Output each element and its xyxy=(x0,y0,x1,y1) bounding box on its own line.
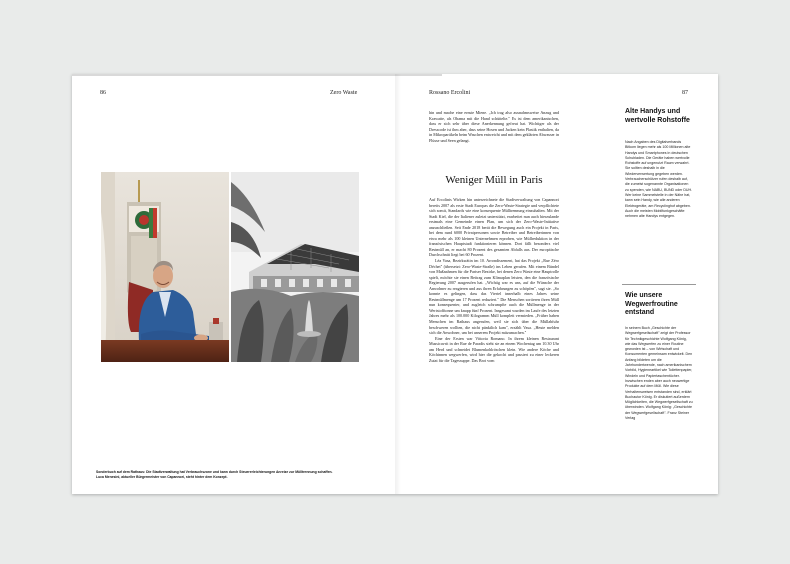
article-intro-text xyxy=(429,110,559,143)
left-running-title: Zero Waste xyxy=(330,90,358,96)
page-edge-line xyxy=(72,74,442,76)
sidebar-heading-wegwerf: Wie unsere Wegwerfroutine entstand xyxy=(625,292,678,316)
body-paragraph-1: Auf Ercolinis Wirken hin unterzeichnete die Stadtverwaltung von Capannori bereits 2007 als erste Stadt Europas die Zero-Waste-Strategie und verpflichtete sich somit, Standards wie eine konsequente Mülltrennung einzuhalten. Mit der Stadt Kiel, die der Italiener zuletzt unterstützt, erarbeitet nun auch hierzulande erstmals eine Gemeinde einen Plan, um sich der Zero-Waste-Initiative anzuschließen. Seit Ende 2018 berät die Bewegung auch ein Projekt in Paris, bei dem rund 6000 Privatpersonen sowie Betreiber und Betreiberinnen von etwa mehr als 100 kleinen Unternehmen erproben, wie Müllreduktion in der französischen Hauptstadt funktionieren können. Dort fällt besonders viel Restmüll an, er macht 80 Prozent des gesamten Abfalls aus. Der europäische Durchschnitt liegt bei 60 Prozent. xyxy=(429,197,559,258)
left-page-number: 86 xyxy=(100,90,106,96)
section-title: Weniger Müll in Paris xyxy=(445,174,543,186)
sidebar-divider xyxy=(622,284,696,285)
photo-solar-building xyxy=(231,172,359,362)
sidebar-text-wegwerf: In seinem Buch „Geschichte der Wegwerfgesellschaft" zeigt der Professor für Technikgeschichte Wolfgang König, wie das Wegwerfen zu einer Routine geworden ist – von Wirtschaft und Konsumenten gemeinsam entwickelt. Den Anfang bildeten um die Jahrhundertwende, nach amerikanischem Vorbild, Hygieneartikel wie Toilettenpapier, Windeln und Papiertaschentücher. Inzwischen enden aber auch neuwertige Produkte auf dem Müll. Wie diese Verhaltensweisen entstanden sind, erklärt Buchautor König. Er diskutiert außerdem Möglichkeiten, die Wegwerfgesellschaft zu überwinden. Wolfgang König: „Geschichte der Wegwerfgesellschaft". Franz Steiner Verlag xyxy=(625,326,693,421)
body-paragraph-3: Eine der Ersten war Vittoria Romano. In ihrem kleinen Restaurant Mussicavrit in der Rue de Paradis steht sie an einem Wochentag um 10.30 Uhr am Herd und schneidet Blumenkohlröschen klein. Wie andere Köche und Köchinnen wegwerfen, wird hier die gekocht und passiert zu einer leckeren Zutat für die Tagessuppe. Das Brot vom xyxy=(429,335,559,363)
right-page-number: 87 xyxy=(682,90,688,96)
body-paragraph-2: Léa Vasa, Bezirksrätin im 10. Arrondissement, hat das Projekt „Rue Zéro Déchet" (übersetzt: Zero-Waste-Straße) ins Leben gerufen. Mit einem Bündel von Maßnahmen für die Pariser Bezirke, bei denen Zero Waste eine Hauptrolle spielt, möchte sie einen Beitrag zum Klimaplan leisten, den die französische Regierung 2007 ausgerufen hat. „Wichtig war es uns, auf die Wünsche der Anwohner zu reagieren und aus ihren Erfahrungen zu schöpfen", sagt sie. „So konnte es gelingen, dass das Viertel innerhalb eines Jahres seine Restmüllmenge um 17 Prozent reduziert." Die Menschen sortieren ihren Müll nun konsequenter, und zugleich schrumpfte auch die Müllmenge in der Wertstofftonne um knapp fünf Prozent. Insgesamt wurden im Laufe des letzten Jahres mehr als 100.000 Kilogramm Müll komplett vermieden. „Früher haben Menschen im Rathaus angerufen, weil sie sich über die Müllabfuhr beschweren wollten, die nicht pünktlich kam", erzählt Vasa. „Heute melden sich die Anwohner, um bei unserem Projekt mitzumachen." xyxy=(429,258,559,336)
book-spread xyxy=(72,74,718,494)
intro-paragraph: hin und mache eine ernste Miene. „Ich trag also ausnahmsweise Anzug und Krawatte, als Obama mit die Hand schüttelte." Es ist dem amerikanischen, dass er sich sehr über diese Anerkennung gefreut hat. Wichtiger als der Dresscode ist ihm aber, dass seine Hosen und Jacken kein Plastik enthalten, da in Mikropartikeln beim Waschen entweicht und mit dem geklärten Abwasser in Flüsse und Seen gelangt. xyxy=(429,110,559,143)
photo-mayor-office xyxy=(101,172,229,362)
sidebar-text-handys: Nach Angaben des Digitalverbands Bitkom liegen mehr als 100 Millionen alte Handys und Smartphones in deutschen Schubladen. Die Geräte haben wertvolle Rohstoffe auf ungenutzt Raum verwahrt. Sie sollten deshalb in die Wiederverwertung gegeben werden. Verbraucherschützer rufen deshalb auf, die zumeist sogenannte Organisationen zu spenden, wie NABU, BUND oder DUH. Wer keine Sammelstelle in der Nähe hat, kann sein Handy, wie alle anderen Elektrogeräte, am Recyclinghof abgeben. Auch die meisten Mobilfunkgeschäfte nehmen alte Handys entgegen. xyxy=(625,140,693,219)
book-fold-shadow xyxy=(395,74,405,494)
sidebar-heading-handys: Alte Handys und wertvolle Rohstoffe xyxy=(625,108,690,124)
right-running-author: Rossano Ercolini xyxy=(429,90,471,96)
photo-caption: Sonderbuch auf dem Rathaus: Die Stadtverwaltung hat Verbrauchszone und kann durch Steuererleichterungen Anreize zur Mülltrennung schaffen. Luca Menesini, aktueller Bürgermeister von Capannori, steht hinter dem Konzept. xyxy=(96,470,333,479)
article-body-text xyxy=(429,197,559,363)
